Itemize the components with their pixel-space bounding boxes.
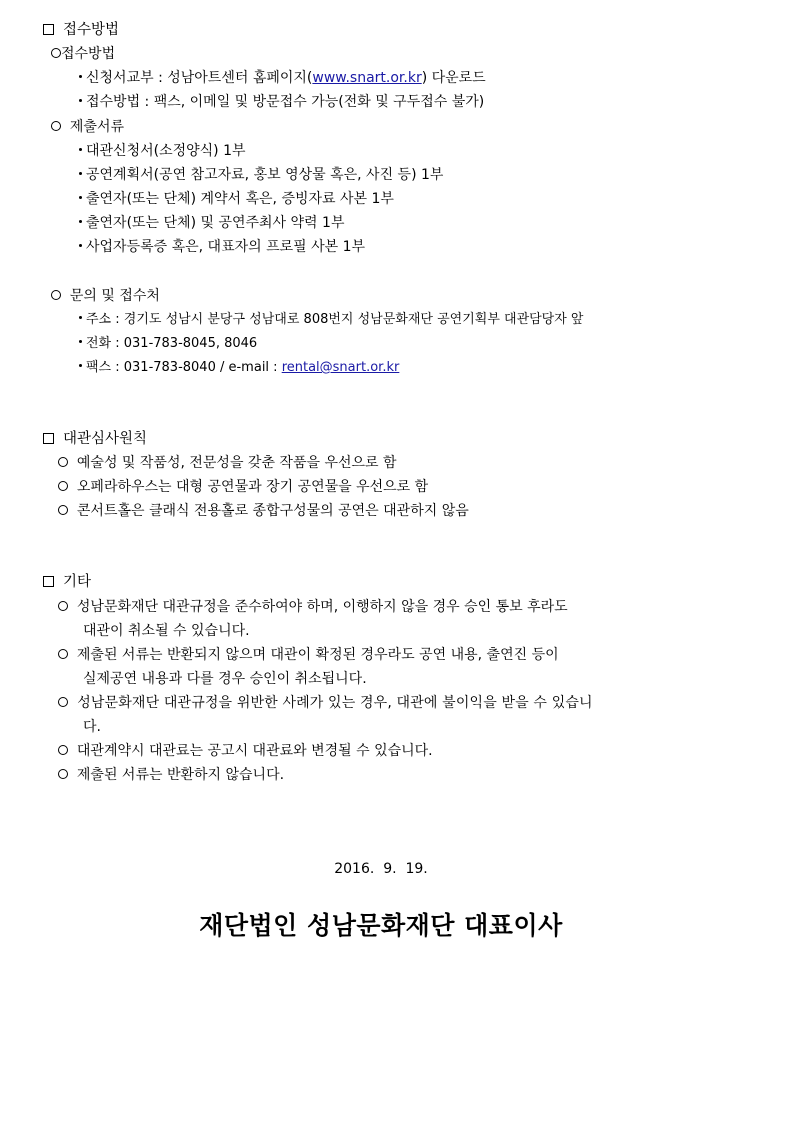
email-link[interactable]: rental@snart.or.kr: [281, 360, 400, 375]
dot-bullet-icon: [79, 364, 82, 367]
circle-bullet-icon: [51, 290, 61, 300]
list-item: 대관계약시 대관료는 공고시 대관료와 변경될 수 있습니다.: [58, 742, 433, 760]
list-item-continuation: 다.: [83, 719, 101, 735]
list-item: 제출된 서류는 반환하지 않습니다.: [58, 766, 284, 784]
list-item: 접수방법 : 팩스, 이메일 및 방문접수 가능(전화 및 구두접수 불가): [79, 93, 484, 111]
list-item: 공연계획서(공연 참고자료, 홍보 영상물 혹은, 사진 등) 1부: [79, 166, 443, 184]
dot-bullet-icon: [79, 148, 82, 151]
list-item: 대관신청서(소정양식) 1부: [79, 142, 246, 160]
circle-bullet-icon: [58, 769, 68, 779]
circle-bullet-icon: [51, 121, 61, 131]
dot-bullet-icon: [79, 172, 82, 175]
subsection-heading-method: 접수방법: [51, 45, 115, 63]
checkbox-square-icon: [43, 24, 54, 35]
signature-line: 재단법인 성남문화재단 대표이사: [199, 911, 563, 940]
list-item: 성남문화재단 대관규정을 위반한 사례가 있는 경우, 대관에 불이익을 받을 수 있습니: [58, 694, 593, 712]
contact-fax-email: 팩스 : 031-783-8040 / e-mail : rental@snart.or.kr: [79, 359, 399, 377]
circle-bullet-icon: [58, 481, 68, 491]
subsection-heading-contact: 문의 및 접수처: [51, 287, 160, 305]
contact-address: 주소 : 경기도 성남시 분당구 성남대로 808번지 성남문화재단 공연기획부 대관담당자 앞: [79, 311, 584, 329]
circle-bullet-icon: [58, 601, 68, 611]
dot-bullet-icon: [79, 340, 82, 343]
section-heading-application: 접수방법: [43, 21, 119, 39]
section-heading-other: 기타: [43, 573, 91, 591]
checkbox-square-icon: [43, 433, 54, 444]
dot-bullet-icon: [79, 244, 82, 247]
circle-bullet-icon: [58, 697, 68, 707]
list-item: 사업자등록증 혹은, 대표자의 프로필 사본 1부: [79, 238, 365, 256]
contact-phone: 전화 : 031-783-8045, 8046: [79, 335, 257, 353]
list-item: 성남문화재단 대관규정을 준수하여야 하며, 이행하지 않을 경우 승인 통보 후라도: [58, 598, 568, 616]
list-item: 콘서트홀은 클래식 전용홀로 종합구성물의 공연은 대관하지 않음: [58, 502, 469, 520]
circle-bullet-icon: [58, 457, 68, 467]
list-item: 출연자(또는 단체) 및 공연주최사 약력 1부: [79, 214, 344, 232]
list-item: 제출된 서류는 반환되지 않으며 대관이 확정된 경우라도 공연 내용, 출연진 등이: [58, 646, 559, 664]
circle-bullet-icon: [58, 649, 68, 659]
circle-bullet-icon: [58, 505, 68, 515]
dot-bullet-icon: [79, 75, 82, 78]
list-item: 출연자(또는 단체) 계약서 혹은, 증빙자료 사본 1부: [79, 190, 394, 208]
dot-bullet-icon: [79, 196, 82, 199]
homepage-link[interactable]: www.snart.or.kr: [312, 70, 422, 86]
list-item-continuation: 실제공연 내용과 다를 경우 승인이 취소됩니다.: [83, 671, 367, 687]
subsection-heading-documents: 제출서류: [51, 118, 124, 136]
dot-bullet-icon: [79, 220, 82, 223]
circle-bullet-icon: [51, 48, 61, 58]
list-item: 신청서교부 : 성남아트센터 홈페이지(www.snart.or.kr) 다운로드: [79, 69, 486, 87]
document-date: 2016. 9. 19.: [334, 861, 428, 877]
list-item-continuation: 대관이 취소될 수 있습니다.: [83, 623, 250, 639]
circle-bullet-icon: [58, 745, 68, 755]
checkbox-square-icon: [43, 576, 54, 587]
dot-bullet-icon: [79, 316, 82, 319]
list-item: 오페라하우스는 대형 공연물과 장기 공연물을 우선으로 함: [58, 478, 428, 496]
dot-bullet-icon: [79, 99, 82, 102]
list-item: 예술성 및 작품성, 전문성을 갖춘 작품을 우선으로 함: [58, 454, 397, 472]
section-heading-review-principles: 대관심사원칙: [43, 430, 147, 448]
